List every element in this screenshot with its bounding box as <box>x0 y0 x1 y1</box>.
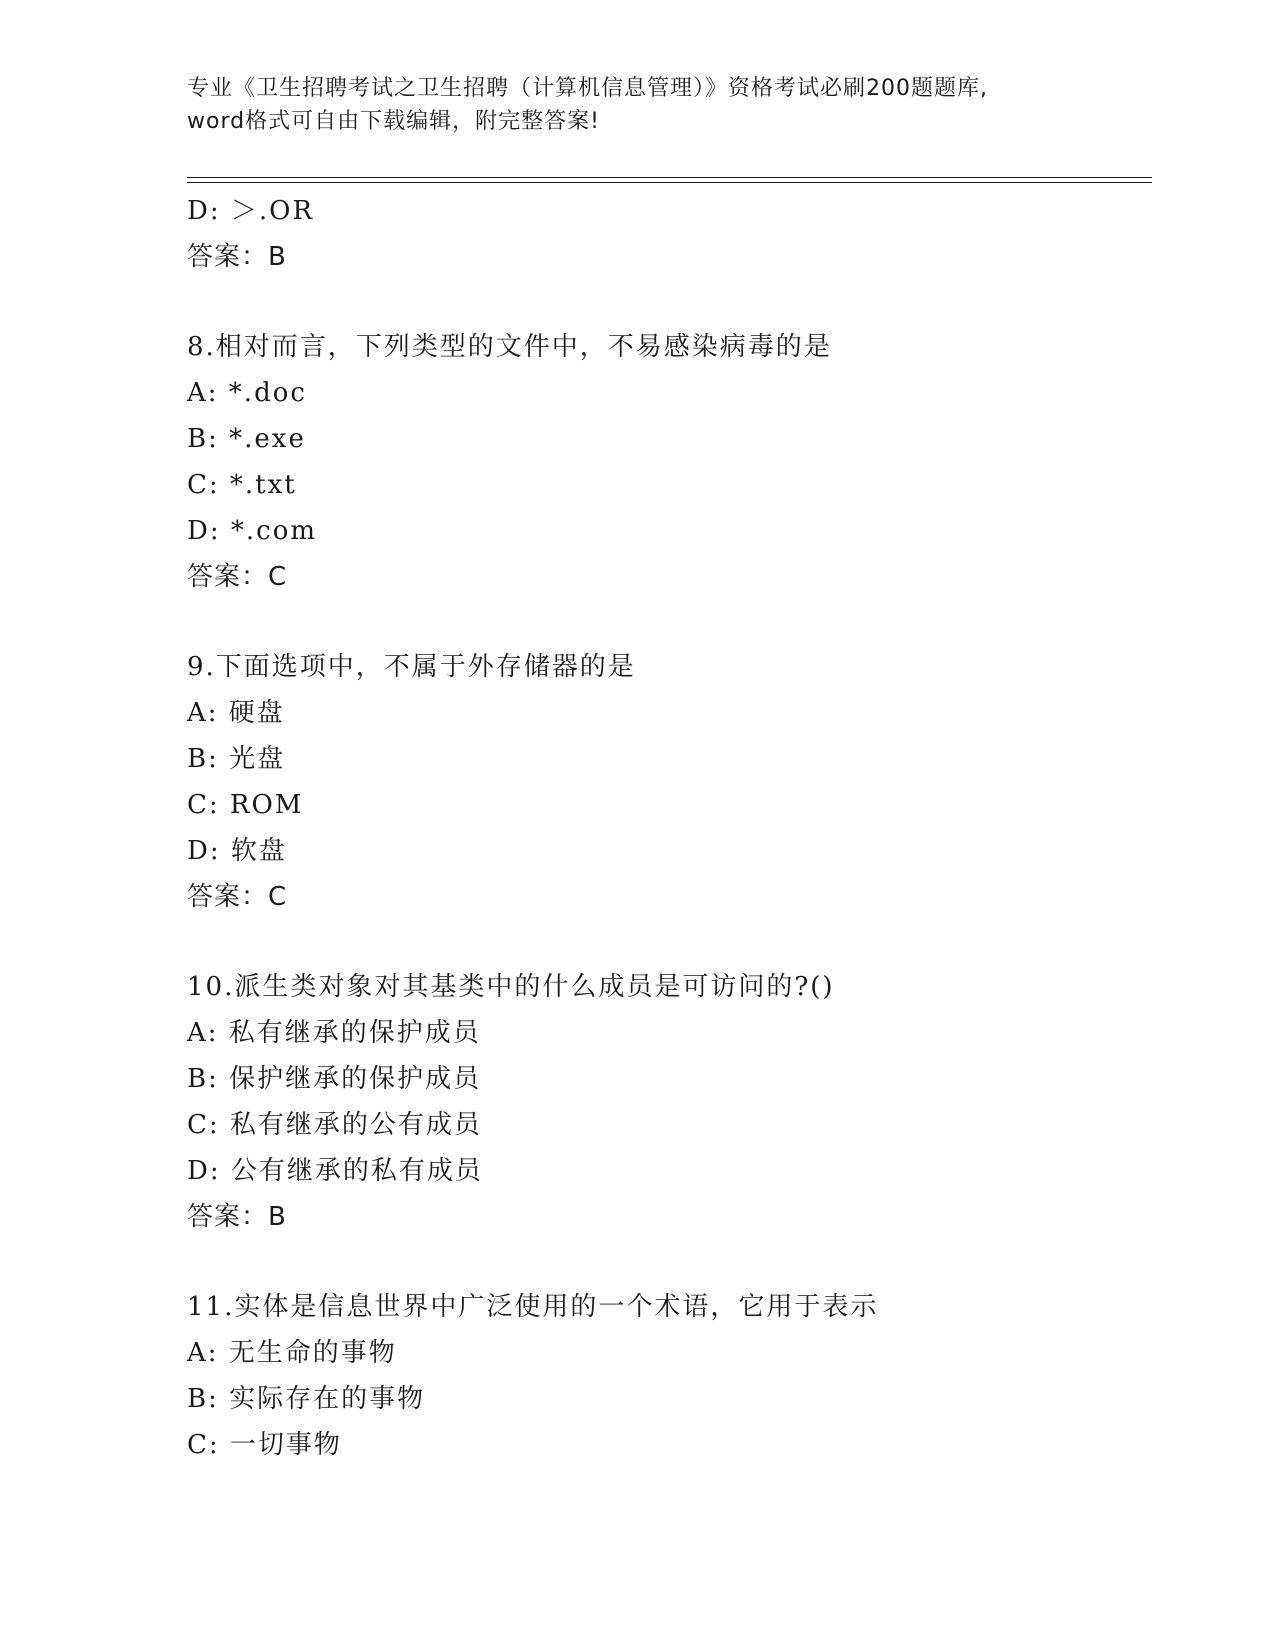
option-a: A: 硬盘 <box>187 698 285 728</box>
option-a: A: 私有继承的保护成员 <box>187 1018 481 1048</box>
option-d: D: *.com <box>187 516 318 546</box>
question-gap <box>187 600 1147 644</box>
option-d: D: 软盘 <box>187 836 287 866</box>
answer-line: 答案：C <box>187 562 288 592</box>
header-line-2: word格式可自由下载编辑，附完整答案! <box>187 109 600 134</box>
answer-line: 答案：B <box>187 242 287 272</box>
question-title: 10.派生类对象对其基类中的什么成员是可访问的?() <box>187 972 835 1002</box>
option-d: D: ＞.OR <box>187 196 315 226</box>
question-title: 9.下面选项中，不属于外存储器的是 <box>187 652 636 682</box>
option-b: B: *.exe <box>187 424 306 454</box>
option-b: B: 光盘 <box>187 744 286 774</box>
answer-line: 答案：C <box>187 882 288 912</box>
question-gap <box>187 280 1147 324</box>
header-rule-top <box>187 177 1152 178</box>
document-body <box>187 188 1147 1468</box>
question-title: 8.相对而言，下列类型的文件中，不易感染病毒的是 <box>187 332 832 362</box>
answer-line: 答案：B <box>187 1202 287 1232</box>
option-a: A: 无生命的事物 <box>187 1338 397 1368</box>
document-header <box>187 72 1087 138</box>
option-d: D: 公有继承的私有成员 <box>187 1156 483 1186</box>
option-b: B: 实际存在的事物 <box>187 1384 426 1414</box>
header-rule-bottom <box>187 182 1152 183</box>
question-title: 11.实体是信息世界中广泛使用的一个术语，它用于表示 <box>187 1292 879 1322</box>
option-a: A: *.doc <box>187 378 307 408</box>
question-gap <box>187 1240 1147 1284</box>
option-c: C: 一切事物 <box>187 1430 342 1460</box>
question-gap <box>187 920 1147 964</box>
header-line-1: 专业《卫生招聘考试之卫生招聘（计算机信息管理）》资格考试必刷200题题库, <box>187 76 988 101</box>
option-c: C: *.txt <box>187 470 297 500</box>
option-c: C: ROM <box>187 790 304 820</box>
option-b: B: 保护继承的保护成员 <box>187 1064 482 1094</box>
option-c: C: 私有继承的公有成员 <box>187 1110 482 1140</box>
